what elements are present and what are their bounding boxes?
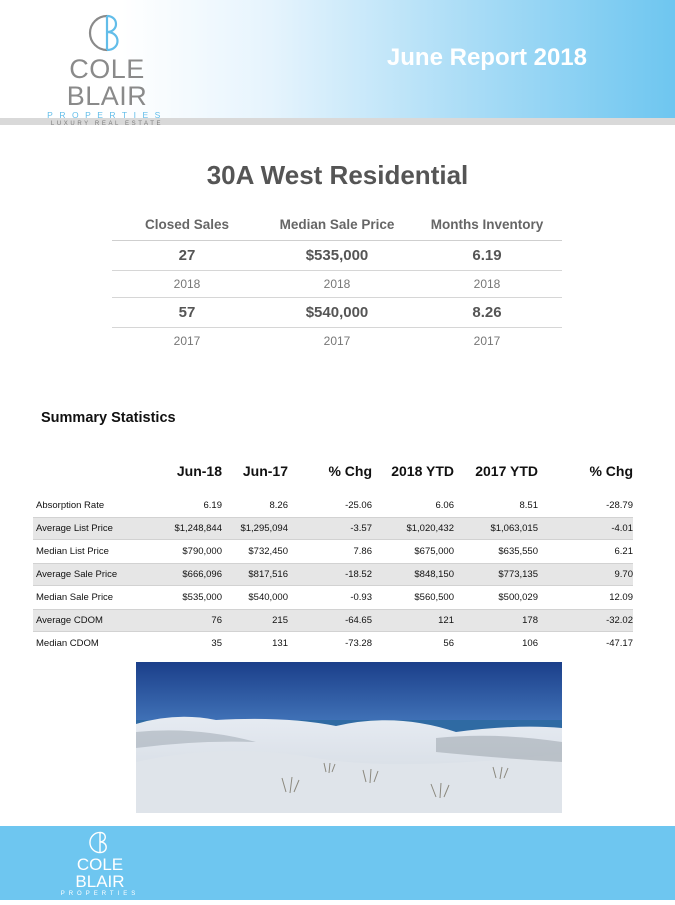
footer-brand-name: COLE BLAIR bbox=[75, 855, 125, 891]
column-header: 2018 YTD bbox=[391, 463, 454, 479]
table-cell: $535,000 bbox=[182, 592, 222, 603]
table-cell: 131 bbox=[272, 638, 288, 649]
table-cell: 215 bbox=[272, 615, 288, 626]
kpi-value-row-2018 bbox=[112, 241, 562, 271]
row-label: Median Sale Price bbox=[36, 592, 114, 603]
table-header-row bbox=[33, 458, 633, 484]
table-cell: -28.79 bbox=[606, 500, 633, 511]
row-label: Median CDOM bbox=[36, 638, 99, 649]
column-header: % Chg bbox=[589, 463, 633, 479]
table-cell: $666,096 bbox=[182, 569, 222, 580]
table-cell: -47.17 bbox=[606, 638, 633, 649]
table-cell: 6.19 bbox=[203, 500, 222, 511]
page-title: 30A West Residential bbox=[206, 160, 469, 190]
kpi-year: 2018 bbox=[412, 271, 562, 298]
kpi-year-row-2017 bbox=[112, 328, 562, 354]
table-cell: -25.06 bbox=[345, 500, 372, 511]
table-cell: 35 bbox=[211, 638, 222, 649]
row-label: Average List Price bbox=[36, 523, 113, 534]
table-cell: -32.02 bbox=[606, 615, 633, 626]
table-cell: $540,000 bbox=[248, 592, 288, 603]
kpi-header-months-inventory: Months Inventory bbox=[412, 210, 562, 241]
table-cell: -18.52 bbox=[345, 569, 372, 580]
table-cell: -4.01 bbox=[611, 523, 633, 534]
summary-statistics-table bbox=[33, 458, 633, 655]
table-cell: 8.26 bbox=[269, 500, 288, 511]
table-cell: 106 bbox=[522, 638, 538, 649]
kpi-value: 57 bbox=[112, 298, 262, 328]
table-cell: 6.06 bbox=[435, 500, 454, 511]
table-cell: 178 bbox=[522, 615, 538, 626]
table-cell: 76 bbox=[211, 615, 222, 626]
kpi-value: $540,000 bbox=[262, 298, 412, 328]
kpi-year: 2017 bbox=[323, 334, 351, 348]
table-cell: -0.93 bbox=[350, 592, 372, 603]
row-label: Absorption Rate bbox=[36, 500, 105, 511]
table-cell: $848,150 bbox=[414, 569, 454, 580]
footer-brand-subtitle: LUXURY REAL ESTATE bbox=[61, 899, 139, 904]
report-title: June Report 2018 bbox=[386, 44, 587, 71]
table-row bbox=[33, 609, 633, 632]
table-cell: $1,248,844 bbox=[174, 523, 222, 534]
kpi-year-row-2018 bbox=[112, 271, 562, 298]
kpi-year: 2017 bbox=[173, 334, 201, 348]
brand-name: COLE BLAIR bbox=[66, 54, 148, 111]
kpi-value-row-2017 bbox=[112, 298, 562, 328]
table-cell: $773,135 bbox=[498, 569, 538, 580]
kpi-value: $535,000 bbox=[262, 241, 412, 271]
footer-brand-logo bbox=[50, 830, 150, 905]
table-cell: $675,000 bbox=[414, 546, 454, 557]
cb-logo-icon bbox=[87, 830, 113, 855]
kpi-year: 2017 bbox=[473, 334, 501, 348]
table-cell: $1,295,094 bbox=[240, 523, 288, 534]
cb-logo-icon bbox=[85, 12, 129, 54]
table-row bbox=[33, 517, 633, 540]
table-cell: $560,500 bbox=[414, 592, 454, 603]
table-cell: $500,029 bbox=[498, 592, 538, 603]
table-cell: $790,000 bbox=[182, 546, 222, 557]
table-cell: $1,063,015 bbox=[490, 523, 538, 534]
table-row bbox=[33, 563, 633, 586]
beach-dunes-photo bbox=[136, 662, 562, 813]
table-cell: 121 bbox=[438, 615, 454, 626]
row-label: Median List Price bbox=[36, 546, 109, 557]
row-label: Average Sale Price bbox=[36, 569, 118, 580]
table-cell: 12.09 bbox=[609, 592, 633, 603]
table-cell: -64.65 bbox=[345, 615, 372, 626]
kpi-year: 2018 bbox=[112, 271, 262, 298]
table-cell: $635,550 bbox=[498, 546, 538, 557]
column-header bbox=[33, 458, 138, 484]
column-header: 2017 YTD bbox=[475, 463, 538, 479]
table-cell: 8.51 bbox=[519, 500, 538, 511]
table-row bbox=[33, 586, 633, 609]
table-row bbox=[33, 632, 633, 655]
table-cell: 7.86 bbox=[353, 546, 372, 557]
table-cell: -73.28 bbox=[345, 638, 372, 649]
table-row bbox=[33, 494, 633, 517]
table-cell: -3.57 bbox=[350, 523, 372, 534]
dunes-landscape-image bbox=[136, 662, 562, 813]
kpi-header-row bbox=[112, 210, 562, 241]
table-cell: $817,516 bbox=[248, 569, 288, 580]
brand-subtitle: LUXURY REAL ESTATE bbox=[50, 121, 164, 127]
kpi-header-median-sale-price: Median Sale Price bbox=[262, 210, 412, 241]
column-header: Jun-17 bbox=[242, 463, 288, 479]
kpi-value: 8.26 bbox=[412, 298, 562, 328]
kpi-year: 2018 bbox=[262, 271, 412, 298]
table-cell: 9.70 bbox=[614, 569, 633, 580]
kpi-header-closed-sales: Closed Sales bbox=[112, 210, 262, 241]
column-header: Jun-18 bbox=[176, 463, 222, 479]
row-label: Average CDOM bbox=[36, 615, 103, 626]
table-cell: $1,020,432 bbox=[406, 523, 454, 534]
kpi-value: 6.19 bbox=[412, 241, 562, 271]
footer-brand-tagline: PROPERTIES bbox=[60, 891, 140, 897]
table-row bbox=[33, 540, 633, 563]
brand-tagline: PROPERTIES bbox=[47, 110, 167, 120]
column-header: % Chg bbox=[328, 463, 372, 479]
table-cell: 56 bbox=[443, 638, 454, 649]
kpi-value: 27 bbox=[112, 241, 262, 271]
brand-logo bbox=[32, 12, 182, 129]
table-cell: 6.21 bbox=[614, 546, 633, 557]
summary-title: Summary Statistics bbox=[41, 410, 176, 426]
table-cell: $732,450 bbox=[248, 546, 288, 557]
kpi-table bbox=[112, 210, 562, 354]
